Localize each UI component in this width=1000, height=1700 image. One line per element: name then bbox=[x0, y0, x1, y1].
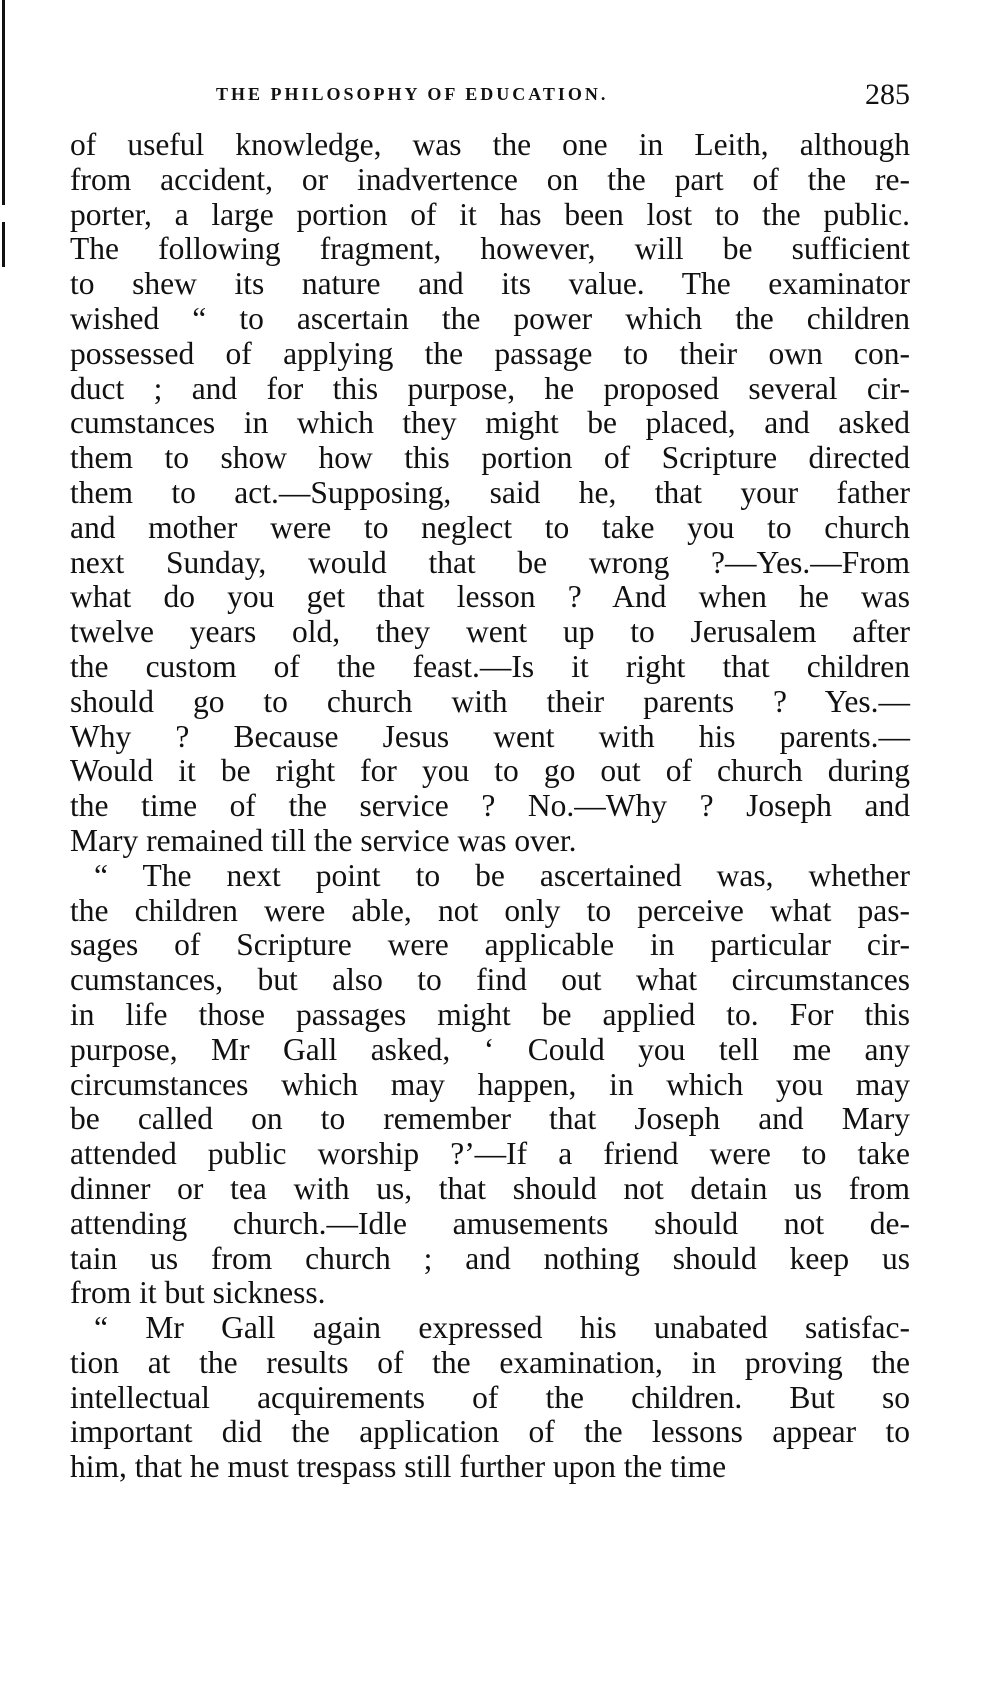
text-line: be called on to remember that Joseph and Mary bbox=[70, 1101, 910, 1137]
text-line: should go to church with their parents ? Yes.— bbox=[70, 683, 910, 719]
text-line: them to act.—Supposing, said he, that your father bbox=[70, 474, 910, 510]
text-line: “ Mr Gall again expressed his unabated satisfac- bbox=[94, 1310, 910, 1346]
text-line: tain us from church ; and nothing should keep us bbox=[70, 1240, 910, 1276]
text-line: sages of Scripture were applicable in particular cir- bbox=[70, 927, 910, 963]
text-line: important did the application of the lessons appear to bbox=[70, 1414, 910, 1450]
text-line: Mary remained till the service was over. bbox=[70, 822, 577, 858]
text-line: Would it be right for you to go out of church during bbox=[70, 753, 910, 789]
text-line: dinner or tea with us, that should not detain us from bbox=[70, 1170, 910, 1206]
text-line: the time of the service ? No.—Why ? Joseph and bbox=[70, 788, 910, 824]
body-text bbox=[70, 128, 910, 1485]
text-line: purpose, Mr Gall asked, ‘ Could you tell me any bbox=[70, 1031, 910, 1067]
text-line: The following fragment, however, will be sufficient bbox=[70, 231, 910, 267]
text-line: to shew its nature and its value. The examinator bbox=[70, 266, 910, 302]
text-line: attended public worship ?’—If a friend were to take bbox=[70, 1136, 910, 1172]
text-line: circumstances which may happen, in which you may bbox=[70, 1066, 910, 1102]
text-line: wished “ to ascertain the power which the children bbox=[70, 300, 910, 336]
text-line: intellectual acquirements of the children. But so bbox=[70, 1379, 910, 1415]
text-line: attending church.—Idle amusements should not de- bbox=[70, 1205, 910, 1241]
text-line: cumstances, but also to find out what circumstances bbox=[70, 962, 910, 998]
text-line: possessed of applying the passage to their own con- bbox=[70, 335, 910, 371]
text-line: and mother were to neglect to take you to church bbox=[70, 509, 910, 545]
text-line: Why ? Because Jesus went with his parents.— bbox=[70, 718, 910, 754]
running-title: THE PHILOSOPHY OF EDUCATION. bbox=[216, 84, 609, 104]
text-line: next Sunday, would that be wrong ?—Yes.—From bbox=[70, 544, 910, 580]
text-line: “ The next point to be ascertained was, whether bbox=[94, 857, 910, 893]
paragraph bbox=[70, 1311, 910, 1485]
text-line: what do you get that lesson ? And when he was bbox=[70, 579, 910, 615]
text-line: porter, a large portion of it has been lost to the public. bbox=[70, 196, 910, 232]
text-line: duct ; and for this purpose, he proposed several cir- bbox=[70, 370, 910, 406]
text-line: the custom of the feast.—Is it right that children bbox=[70, 648, 910, 684]
margin-rule-top bbox=[2, 0, 5, 205]
page-number: 285 bbox=[865, 78, 910, 111]
text-line: twelve years old, they went up to Jerusalem after bbox=[70, 614, 910, 650]
margin-rule-lower bbox=[2, 222, 5, 267]
text-line: them to show how this portion of Scripture directed bbox=[70, 440, 910, 476]
text-line: in life those passages might be applied to. For this bbox=[70, 996, 910, 1032]
running-head bbox=[70, 78, 910, 118]
text-line: from it but sickness. bbox=[70, 1275, 326, 1311]
text-line: him, that he must trespass still further upon the time bbox=[70, 1449, 727, 1485]
paragraph bbox=[70, 859, 910, 1311]
text-line: tion at the results of the examination, in proving the bbox=[70, 1344, 910, 1380]
text-line: of useful knowledge, was the one in Leith, although bbox=[70, 127, 910, 162]
text-line: the children were able, not only to perceive what pas- bbox=[70, 892, 910, 928]
text-line: from accident, or inadvertence on the part of the re- bbox=[70, 161, 910, 197]
paragraph bbox=[70, 128, 910, 859]
text-line: cumstances in which they might be placed, and asked bbox=[70, 405, 910, 441]
